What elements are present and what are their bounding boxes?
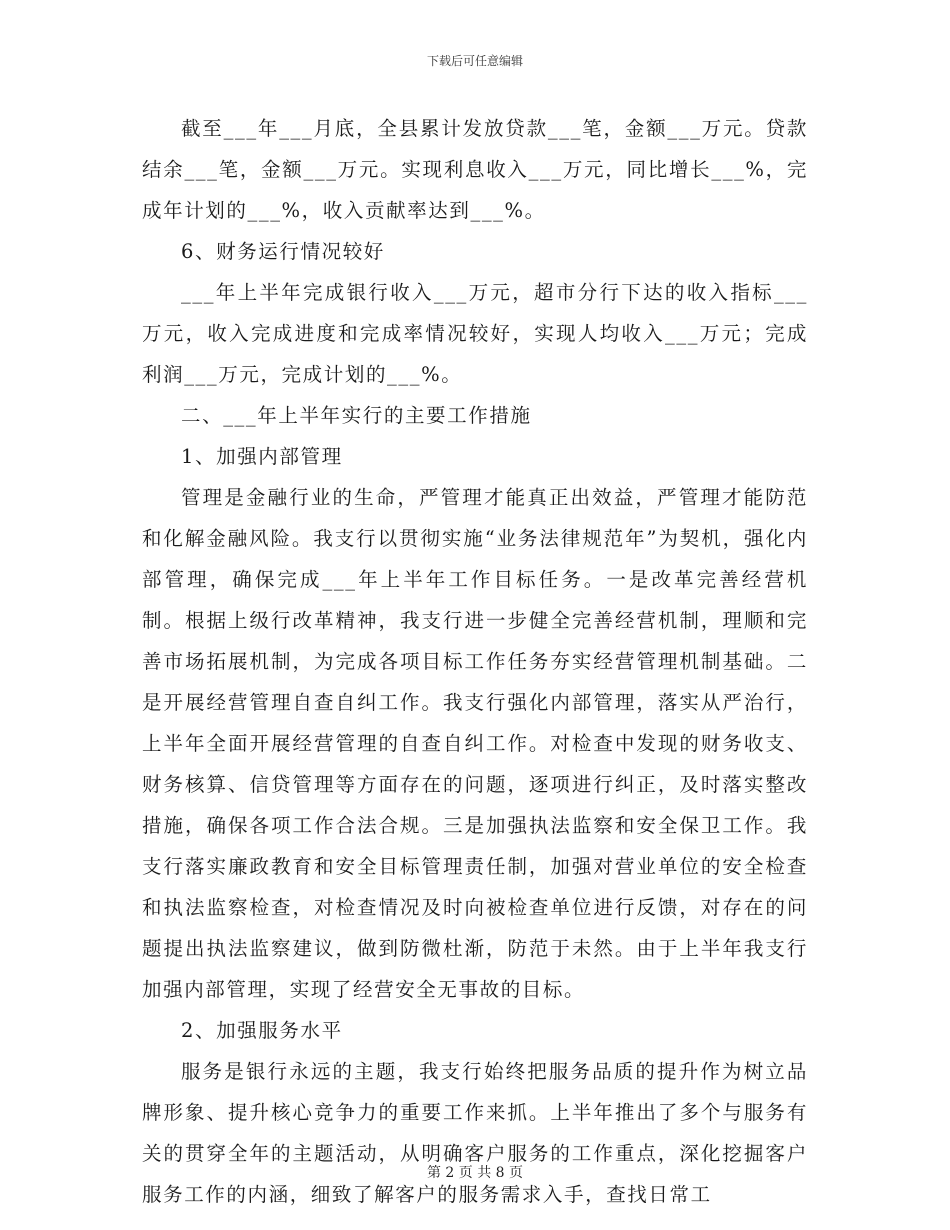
paragraph-service: 服务是银行永远的主题，我支行始终把服务品质的提升作为树立品牌形象、提升核心竞争力的重要工作来抓。上半年推出了多个与服务有关的贯穿全年的主题活动，从明确客户服务的工作重点，深化挖掘客户服务工作的内涵，细致了解客户的服务需求入手，查找日常工 <box>142 1060 808 1206</box>
page-footer: 第 2 页 共 8 页 <box>426 1165 524 1181</box>
heading-finance-operation: 6、财务运行情况较好 <box>181 240 385 263</box>
heading-service-level: 2、加强服务水平 <box>181 1019 343 1042</box>
paragraph-internal-management: 管理是金融行业的生命，严管理才能真正出效益，严管理才能防范和化解金融风险。我支行以贯彻实施“业务法律规范年”为契机，强化内部管理，确保完成___年上半年工作目标任务。一是改革完善经营机制。根据上级行改革精神，我支行进一步健全完善经营机制，理顺和完善市场拓展机制，为完成各项目标工作任务夯实经营管理机制基础。二是开展经营管理自查自纠工作。我支行强化内部管理，落实从严治行，上半年全面开展经营管理的自查自纠工作。对检查中发现的财务收支、财务核算、信贷管理等方面存在的问题，逐项进行纠正，及时落实整改措施，确保各项工作合法合规。三是加强执法监察和安全保卫工作。我支行落实廉政教育和安全目标管理责任制，加强对营业单位的安全检查和执法监察检查，对检查情况及时向被检查单位进行反馈，对存在的问题提出执法监察建议，做到防微杜渐，防范于未然。由于上半年我支行加强内部管理，实现了经营安全无事故的目标。 <box>142 486 808 1001</box>
heading-main-measures: 二、___年上半年实行的主要工作措施 <box>181 404 532 427</box>
paragraph-revenue: ___年上半年完成银行收入___万元，超市分行下达的收入指标___万元，收入完成进度和完成率情况较好，实现人均收入___万元；完成利润___万元，完成计划的___%。 <box>142 281 808 386</box>
page-header: 下载后可任意编辑 <box>426 54 523 68</box>
document-body <box>142 108 808 1215</box>
heading-internal-management: 1、加强内部管理 <box>181 445 343 468</box>
paragraph-loan-summary: 截至___年___月底，全县累计发放贷款___笔，金额___万元。贷款结余___笔，金额___万元。实现利息收入___万元，同比增长___%，完成年计划的___%，收入贡献率达到___%。 <box>142 117 809 222</box>
